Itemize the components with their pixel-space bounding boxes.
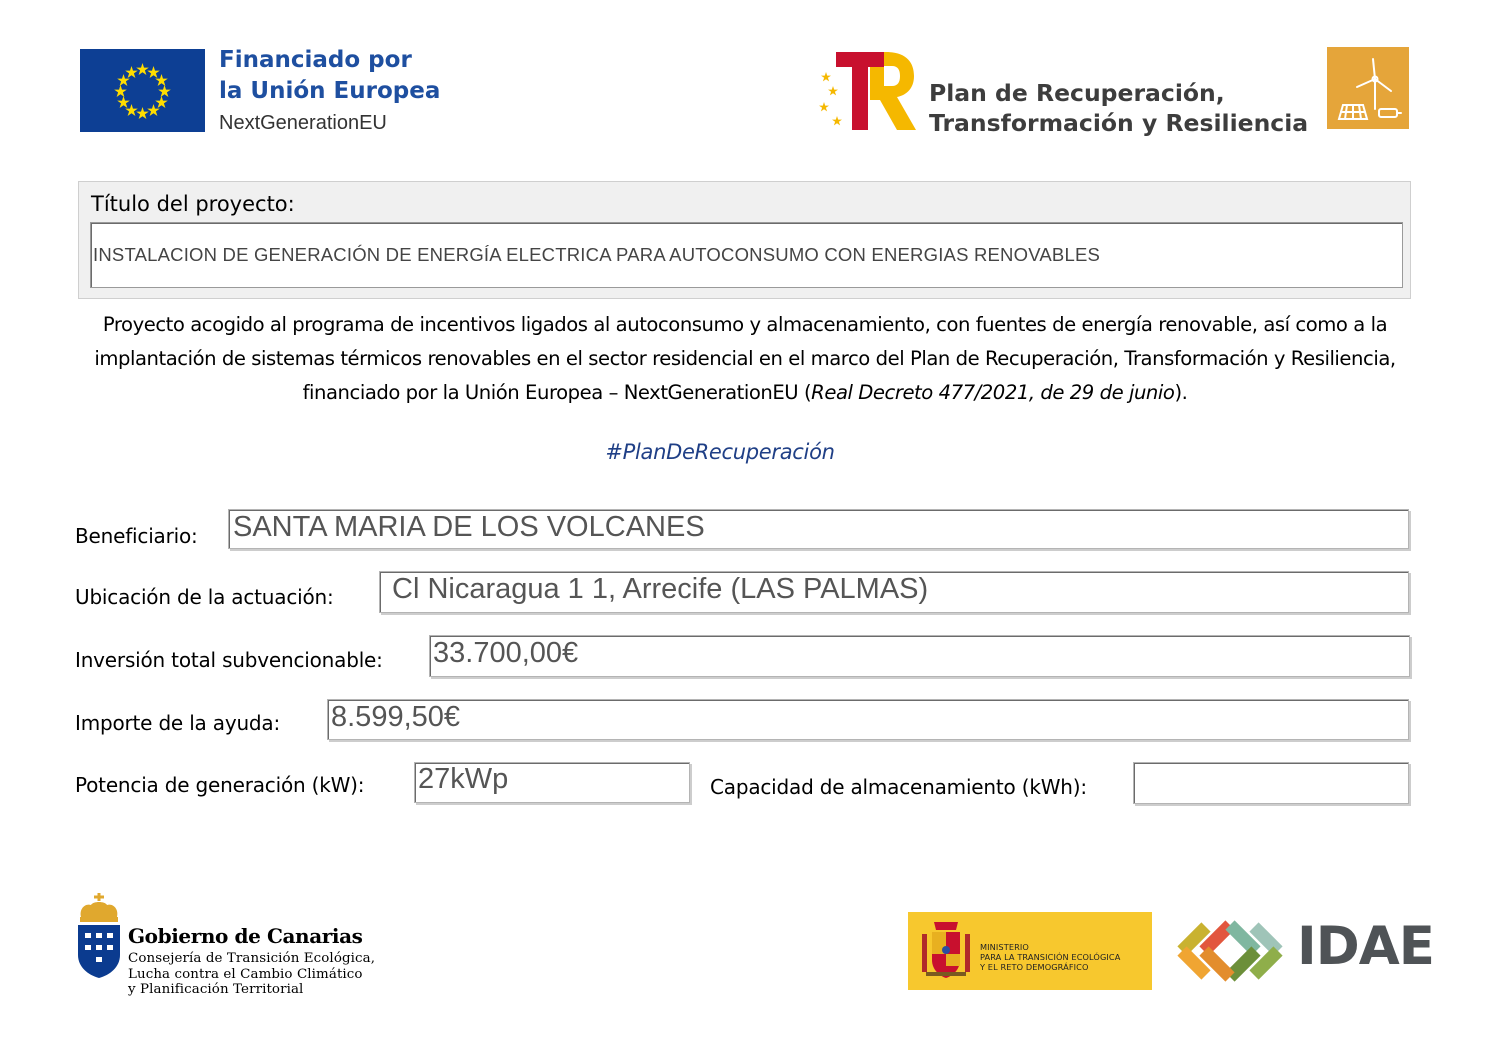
eu-line-1: Financiado por <box>219 47 412 73</box>
ministerio-line-3: Y EL RETO DEMOGRÁFICO <box>980 962 1089 972</box>
ubicacion-label: Ubicación de la actuación: <box>75 585 334 609</box>
canarias-name: Gobierno de Canarias <box>128 924 363 948</box>
canarias-shield-icon <box>75 893 123 979</box>
beneficiario-value: SANTA MARIA DE LOS VOLCANES <box>233 511 705 543</box>
idae-knot-icon <box>1174 911 1288 991</box>
description-end: ). <box>1174 381 1188 404</box>
eu-line-3: NextGenerationEU <box>219 112 387 134</box>
spain-coat-of-arms-icon <box>916 912 976 990</box>
ministerio-line-2: PARA LA TRANSICIÓN ECOLÓGICA <box>980 952 1121 962</box>
eu-flag-logo <box>80 49 205 132</box>
ministerio-line-1: MINISTERIO <box>980 942 1029 952</box>
renewable-energy-logo <box>1327 47 1409 129</box>
ubicacion-value: Cl Nicaragua 1 1, Arrecife (LAS PALMAS) <box>392 573 929 605</box>
prtr-logo <box>818 50 918 132</box>
plan-line-2: Transformación y Resiliencia <box>929 109 1309 137</box>
project-title-value: INSTALACION DE GENERACIÓN DE ENERGÍA ELECTRICA PARA AUTOCONSUMO CON ENERGIAS RENOVABLES <box>93 244 1101 265</box>
eu-stars-icon <box>80 49 205 132</box>
potencia-label: Potencia de generación (kW): <box>75 773 365 797</box>
canarias-dept-2: Lucha contra el Cambio Climático <box>128 966 363 982</box>
importe-label: Importe de la ayuda: <box>75 711 281 735</box>
importe-field[interactable] <box>327 699 1409 740</box>
idae-wordmark: IDAE <box>1297 916 1434 977</box>
inversion-value: 33.700,00€ <box>433 637 579 669</box>
prtr-tr-icon <box>818 50 918 132</box>
inversion-label: Inversión total subvencionable: <box>75 648 383 672</box>
idae-logo <box>1174 911 1288 991</box>
canarias-dept-1: Consejería de Transición Ecológica, <box>128 951 376 966</box>
plan-recuperacion-text <box>929 78 1308 138</box>
project-title-label: Título del proyecto: <box>91 192 295 216</box>
hashtag: #PlanDeRecuperación <box>605 440 835 464</box>
program-description <box>78 308 1412 410</box>
importe-value: 8.599,50€ <box>331 701 461 733</box>
canarias-text <box>128 924 375 998</box>
decree-reference: Real Decreto 477/2021, de 29 de junio <box>811 381 1175 404</box>
wind-solar-icon <box>1327 47 1409 129</box>
plan-line-1: Plan de Recuperación, <box>929 79 1225 107</box>
description-main: Proyecto acogido al programa de incentivos ligados al autoconsumo y almacenamiento, con fuentes de energía renovable, así como a la implantación de sistemas térmicos renovables en el sector residencial en el marco del Plan de Recuperación, Transformación y Resiliencia, financiado por la Unión Europea – NextGenerationEU ( <box>94 313 1396 404</box>
capacidad-field[interactable] <box>1133 762 1409 804</box>
canarias-coat-of-arms <box>75 893 123 979</box>
canarias-dept-3: y Planificación Territorial <box>128 982 304 997</box>
ministerio-logo <box>908 912 1152 990</box>
potencia-value: 27kWp <box>418 763 509 795</box>
eu-funding-text <box>219 45 440 137</box>
capacidad-label: Capacidad de almacenamiento (kWh): <box>710 775 1087 799</box>
eu-line-2: la Unión Europea <box>219 78 441 104</box>
beneficiario-label: Beneficiario: <box>75 524 198 548</box>
